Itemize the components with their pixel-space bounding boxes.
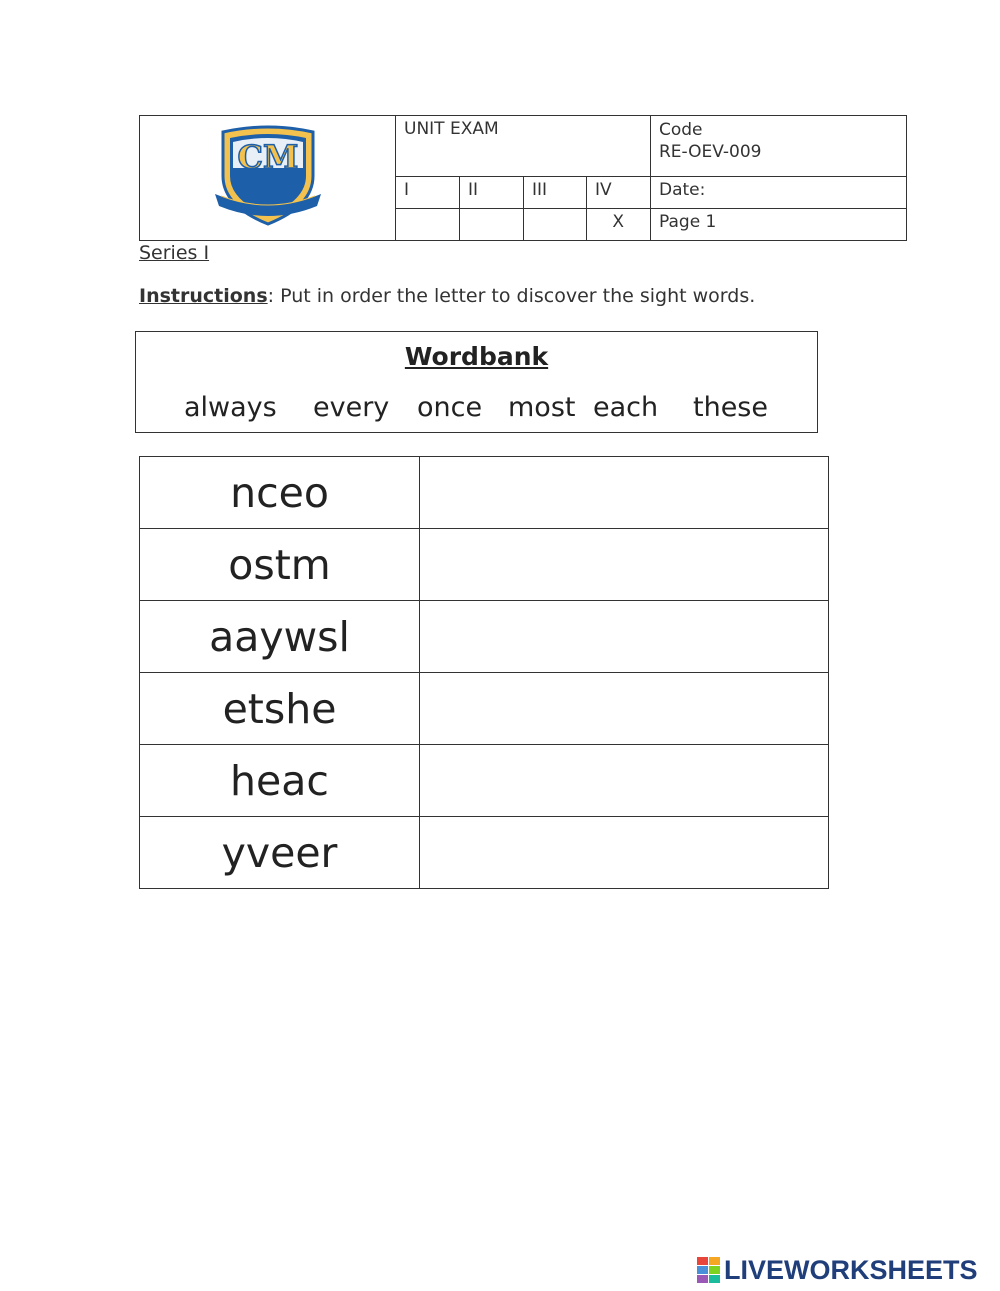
exam-title: UNIT EXAM [404, 119, 499, 139]
wordbank-word: always [184, 392, 277, 423]
table-row [140, 673, 829, 745]
scrambled-word: aaywsl [140, 601, 420, 673]
period-cell: II [460, 177, 524, 209]
exam-header-table [139, 115, 907, 241]
instructions [139, 285, 755, 307]
code-label: Code [659, 120, 703, 140]
liveworksheets-brand[interactable] [697, 1255, 978, 1285]
liveworksheets-logo-icon [697, 1257, 721, 1283]
answer-field[interactable] [420, 817, 829, 889]
period-cell: IV [587, 177, 651, 209]
scrambled-word: ostm [140, 529, 420, 601]
period-mark-cell [460, 209, 524, 241]
series-label: Series I [139, 242, 210, 264]
instructions-label: Instructions [139, 285, 268, 307]
code-value: RE-OEV-009 [659, 142, 762, 162]
wordbank-box [135, 331, 818, 433]
logo-cell [140, 116, 396, 241]
instructions-text: : Put in order the letter to discover the sight words. [267, 285, 756, 307]
wordbank-word: once [417, 392, 483, 423]
scrambled-word: heac [140, 745, 420, 817]
wordbank-title: Wordbank [404, 342, 549, 371]
exam-title-cell [396, 116, 651, 177]
scrambled-word: etshe [140, 673, 420, 745]
wordbank-words [136, 392, 817, 428]
answer-field[interactable] [420, 601, 829, 673]
brand-name: LIVEWORKSHEETS [724, 1254, 978, 1285]
table-row [140, 529, 829, 601]
scrambled-word: nceo [140, 457, 420, 529]
table-row [140, 745, 829, 817]
period-mark-cell: X [587, 209, 651, 241]
answer-field[interactable] [420, 745, 829, 817]
answer-field[interactable] [420, 673, 829, 745]
period-mark-cell [524, 209, 587, 241]
scramble-table [139, 456, 829, 889]
date-cell: Date: [651, 177, 907, 209]
scrambled-word: yveer [140, 817, 420, 889]
code-cell [651, 116, 907, 177]
period-cell: III [524, 177, 587, 209]
wordbank-word: these [693, 392, 768, 423]
wordbank-word: each [593, 392, 659, 423]
logo-letters: CM [237, 137, 298, 176]
period-mark-cell [396, 209, 460, 241]
period-cell: I [396, 177, 460, 209]
wordbank-word: every [313, 392, 390, 423]
table-row [140, 457, 829, 529]
table-row [140, 817, 829, 889]
answer-field[interactable] [420, 529, 829, 601]
answer-field[interactable] [420, 457, 829, 529]
wordbank-word: most [508, 392, 576, 423]
school-crest-logo [213, 124, 323, 228]
page-cell: Page 1 [651, 209, 907, 241]
table-row [140, 601, 829, 673]
